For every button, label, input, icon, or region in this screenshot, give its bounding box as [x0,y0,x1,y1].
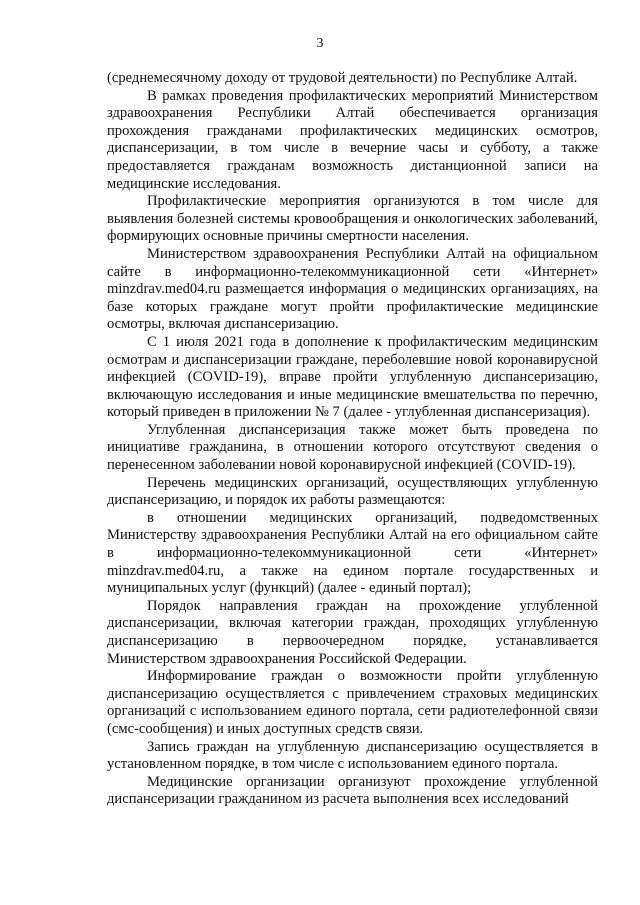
paragraph-covid-extended-screening: С 1 июля 2021 года в дополнение к профилактическим медицинским осмотрам и диспансеризации граждане, переболевшие новой коронавирусной инфекцией (COVID-19), вправе пройти углубленную диспансеризацию, включающую исследования и иные медицинские вмешательства по перечню, который приведен в приложении № 7 (далее - углубленная диспансеризация). [107,333,598,421]
paragraph-continuation: (среднемесячному доходу от трудовой деятельности) по Республике Алтай. [107,70,578,86]
paragraph-screening-organization: Медицинские организации организуют прохождение углубленной диспансеризации гражданином из расчета выполнения всех исследований [107,773,598,808]
paragraph-disease-detection: Профилактические мероприятия организуются в том числе для выявления болезней системы кровообращения и онкологических заболеваний, формирующих основные причины смертности населения. [107,193,598,245]
paragraph-appointment-booking: Запись граждан на углубленную диспансеризацию осуществляется в установленном порядке, в том числе с использованием единого портала. [107,738,598,773]
paragraph-preventive-measures: В рамках проведения профилактических мероприятий Министерством здравоохранения Республики Алтай обеспечивается организация прохождения гражданами профилактических медицинских осмотров, диспансеризации, в том числе в вечерние часы и субботу, а также предоставляется гражданам возможность дистанционной записи на медицинские исследования. [107,87,598,192]
paragraph-subordinate-organizations: в отношении медицинских организаций, подведомственных Министерству здравоохранения Республики Алтай на его официальном сайте в информационно-телекоммуникационной сети «Интернет» minzdrav.med04.ru, а также на едином портале государственных и муниципальных услуг (функций) (далее - единый портал); [107,509,598,597]
paragraph-website-info: Министерством здравоохранения Республики Алтай на официальном сайте в информационно-телекоммуникационной сети «Интернет» minzdrav.med04.ru размещается информация о медицинских организациях, на базе которых граждане могут пройти профилактические медицинские осмотры, включая диспансеризацию. [107,245,598,333]
page-number: 3 [316,36,324,51]
paragraph-citizen-initiative: Углубленная диспансеризация также может быть проведена по инициативе гражданина, в отношении которого отсутствуют сведения о перенесенном заболевании новой коронавирусной инфекцией (COVID-19). [107,421,598,474]
document-body [107,70,598,809]
paragraph-organization-list: Перечень медицинских организаций, осуществляющих углубленную диспансеризацию, и порядок их работы размещаются: [107,474,598,509]
paragraph-referral-procedure: Порядок направления граждан на прохождение углубленной диспансеризации, включая категории граждан, проходящих углубленную диспансеризацию в первоочередном порядке, устанавливается Министерством здравоохранения Российской Федерации. [107,597,598,667]
paragraph-citizen-informing: Информирование граждан о возможности пройти углубленную диспансеризацию осуществляется с привлечением страховых медицинских организаций с использованием единого портала, сети радиотелефонной связи (смс-сообщения) и иных доступных средств связи. [107,668,598,737]
